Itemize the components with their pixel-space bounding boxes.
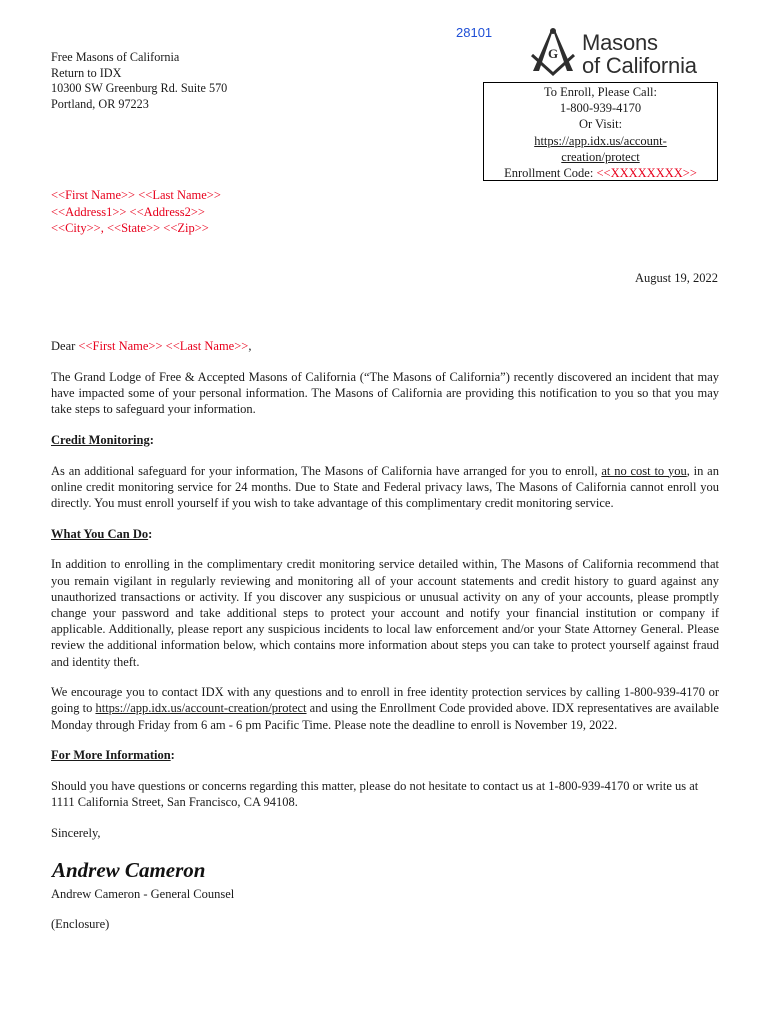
salutation-prefix: Dear [51, 339, 79, 353]
enroll-phone: 1-800-939-4170 [559, 101, 642, 116]
enrollment-code-value: <<XXXXXXXX>> [596, 166, 697, 181]
masons-logo [528, 27, 718, 83]
recipient-name: <<First Name>> <<Last Name>> [51, 188, 221, 202]
logo-text [582, 31, 697, 77]
logo-line-2: of California [582, 53, 697, 78]
signature [51, 856, 719, 933]
enroll-link[interactable]: https://app.idx.us/account-creation/protect [95, 701, 307, 716]
return-address [51, 50, 227, 112]
credit-text-underlined: at no cost to you [601, 463, 687, 478]
intro-paragraph: The Grand Lodge of Free & Accepted Masons of California (“The Masons of California”) recently discovered an incident that may have impacted some of your personal information. The Masons of California are providing this notification to you so that you may take steps to safeguard your information. [51, 369, 719, 417]
recipient-street: <<Address1>> <<Address2>> [51, 204, 205, 219]
credit-monitoring-heading [51, 432, 719, 448]
closing-sincerely: Sincerely, [51, 825, 101, 840]
more-info-paragraph: Should you have questions or concerns regarding this matter, please do not hesitate to contact us at 1-800-939-4170 or write us at 1111 California Street, San Francisco, CA 94108. [51, 779, 699, 810]
letter-date: August 19, 2022 [635, 271, 718, 285]
what-you-can-do-heading [51, 526, 719, 542]
what-you-can-do-paragraph-1: In addition to enrolling in the complimentary credit monitoring service detailed within, The Masons of California recommend that you remain vigilant in regularly reviewing and monitoring all of your account statements and credit history to guard against any unauthorized transactions or activity. If you discover any suspicious or unusual activity on any of your accounts, please promptly change your password and take additional steps to protect your account and notify your financial institution or company if applicable. Additionally, please report any suspicious incidents to local law enforcement and/or your State Attorney General. Please review the additional information below, which contains more information about steps you can take to protect yourself against fraud and identity theft. [51, 557, 719, 669]
enrollment-code-label: Enrollment Code: [504, 166, 597, 181]
document-id: 28101 [456, 25, 493, 40]
square-and-compass-icon [528, 27, 578, 77]
salutation [51, 338, 719, 354]
letter-body [51, 338, 719, 947]
return-address-line: Portland, OR 97223 [51, 96, 149, 111]
recipient-address [51, 187, 221, 237]
salutation-name: <<First Name>> <<Last Name>> [78, 339, 249, 353]
signature-image [50, 856, 210, 884]
enroll-url-part-2[interactable]: creation/protect [561, 149, 640, 164]
enrollment-code-line [484, 165, 717, 181]
signature-text: Andrew Cameron [52, 857, 206, 882]
g-letter: G [547, 46, 559, 61]
credit-monitoring-paragraph [51, 463, 719, 512]
salutation-suffix: , [248, 339, 252, 353]
return-address-line: 10300 SW Greenburg Rd. Suite 570 [51, 81, 228, 95]
signer-name-title: Andrew Cameron - General Counsel [51, 886, 235, 901]
recipient-city-state-zip: <<City>>, <<State>> <<Zip>> [51, 221, 209, 235]
para2-text-after: and using the Enrollment Code provided above. IDX representatives are available Monday through Friday from 6 am - 6 pm Pacific Time. Please note the deadline to enroll is November 19, 2022. [51, 701, 719, 732]
credit-text-before: As an additional safeguard for your information, The Masons of California have arranged for you to enroll, [51, 463, 602, 478]
credit-text-after: , in an online credit monitoring service for 24 months. Due to State and Federal privacy laws, The Masons of California cannot enroll you directly. You must enroll yourself if you wish to take advantage of this complimentary credit monitoring service. [51, 463, 719, 510]
what-heading-text: What You Can Do [51, 526, 149, 541]
what-you-can-do-paragraph-2 [51, 684, 719, 733]
credit-heading-colon: : [149, 432, 154, 447]
what-heading-colon: : [148, 526, 153, 541]
more-info-heading [51, 747, 719, 763]
credit-heading-text: Credit Monitoring [51, 432, 150, 447]
enclosure-note: (Enclosure) [51, 917, 110, 932]
para2-text-before: We encourage you to contact IDX with any questions and to enroll in free identity protection services by calling 1-800-939-4170 or going to [51, 685, 719, 716]
enroll-visit-label: Or Visit: [578, 117, 623, 132]
return-address-line: Return to IDX [51, 65, 122, 80]
logo-line-1: Masons [582, 30, 658, 55]
enroll-url-part-1[interactable]: https://app.idx.us/account- [534, 133, 667, 148]
enroll-call-label: To Enroll, Please Call: [544, 85, 657, 99]
return-address-line: Free Masons of California [51, 50, 180, 64]
enrollment-box [483, 82, 718, 181]
more-info-heading-text: For More Information [51, 748, 171, 763]
more-info-heading-colon: : [170, 748, 175, 763]
